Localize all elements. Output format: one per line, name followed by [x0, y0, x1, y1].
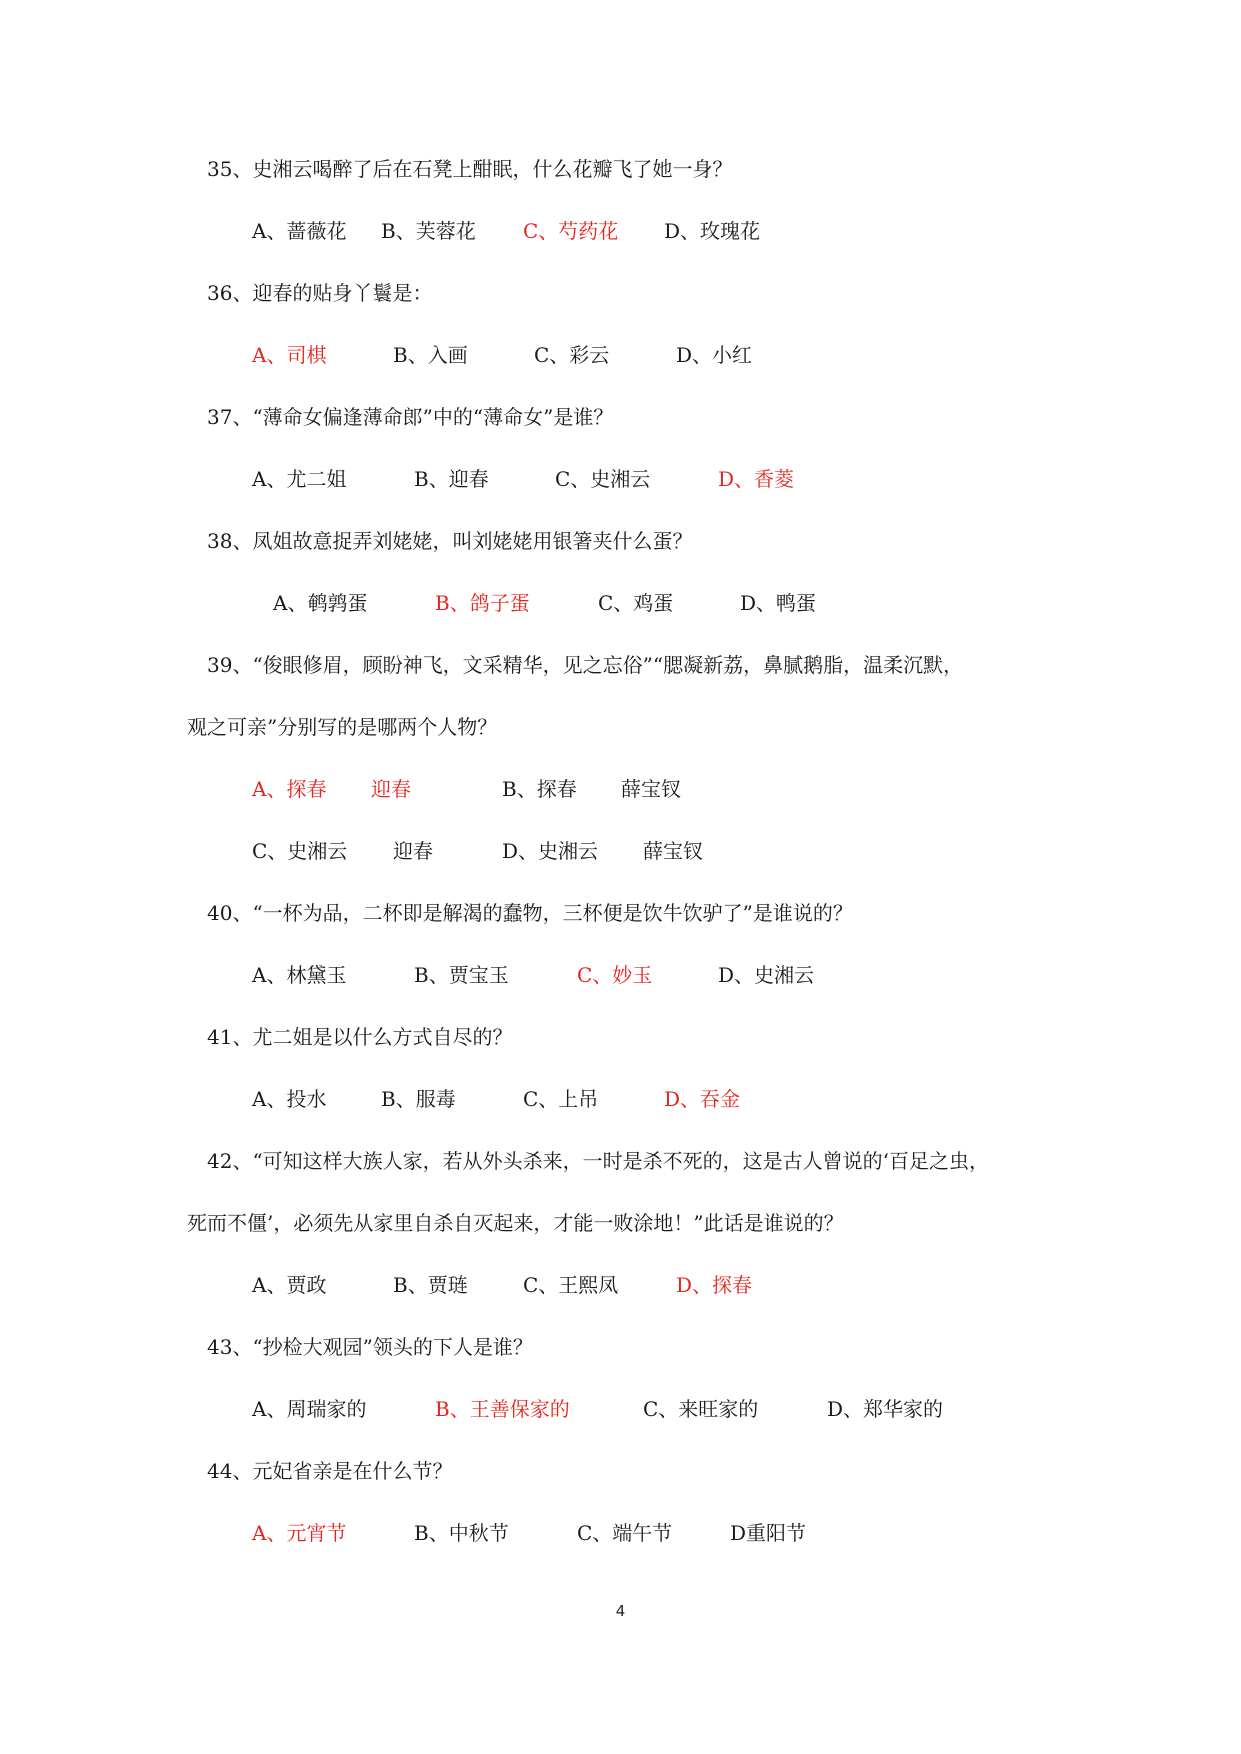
option-b: B、服毒 [381, 1087, 456, 1111]
option-a-correct: A、司棋 [252, 343, 327, 367]
option-a: A、周瑞家的 [252, 1397, 367, 1421]
question-40-text: 40、“一杯为品，二杯即是解渴的蠢物，三杯便是饮牛饮驴了”是谁说的？ [207, 901, 853, 925]
option-a-correct: A、探春 [252, 777, 327, 801]
option-b-correct: B、鸽子蛋 [435, 591, 530, 615]
option-c-correct: C、妙玉 [577, 963, 653, 987]
option-d-correct: D、吞金 [664, 1087, 741, 1111]
question-44-text: 44、元妃省亲是在什么节？ [207, 1459, 453, 1483]
option-c: C、鸡蛋 [598, 591, 674, 615]
option-a: A、林黛玉 [252, 963, 347, 987]
option-c: C、史湘云 [252, 839, 348, 863]
option-a: A、投水 [252, 1087, 327, 1111]
question-37-text: 37、“薄命女偏逢薄命郎”中的“薄命女”是谁？ [207, 405, 614, 429]
question-38-text: 38、凤姐故意捉弄刘姥姥，叫刘姥姥用银箸夹什么蛋？ [207, 529, 693, 553]
option-d: D、玫瑰花 [664, 219, 761, 243]
option-a-correct: A、元宵节 [252, 1521, 347, 1545]
option-b: B、探春 [502, 777, 577, 801]
option-b: B、中秋节 [414, 1521, 509, 1545]
question-41-text: 41、尤二姐是以什么方式自尽的？ [207, 1025, 513, 1049]
option-d-second-name: 薛宝钗 [643, 839, 703, 863]
option-a: A、尤二姐 [252, 467, 347, 491]
option-a-second-name: 迎春 [371, 777, 411, 801]
question-43-text: 43、“抄检大观园”领头的下人是谁？ [207, 1335, 533, 1359]
option-a: A、蔷薇花 [252, 219, 347, 243]
option-c: C、上吊 [523, 1087, 599, 1111]
option-c: C、端午节 [577, 1521, 673, 1545]
option-d: D、小红 [676, 343, 753, 367]
option-d: D、史湘云 [502, 839, 599, 863]
option-b-correct: B、王善保家的 [435, 1397, 570, 1421]
option-d: D、鸭蛋 [740, 591, 817, 615]
option-c-correct: C、芍药花 [523, 219, 619, 243]
option-b: B、迎春 [414, 467, 489, 491]
option-c: C、彩云 [534, 343, 610, 367]
question-35-text: 35、史湘云喝醉了后在石凳上酣眠，什么花瓣飞了她一身？ [207, 157, 733, 181]
option-a: A、鹌鹑蛋 [273, 591, 368, 615]
option-b: B、贾宝玉 [414, 963, 509, 987]
question-36-text: 36、迎春的贴身丫鬟是： [207, 281, 433, 305]
option-c: C、来旺家的 [643, 1397, 759, 1421]
option-b-second-name: 薛宝钗 [621, 777, 681, 801]
question-42-text: 42、“可知这样大族人家，若从外头杀来，一时是杀不死的，这是古人曾说的‘百足之虫， [207, 1149, 990, 1173]
page-number: 4 [615, 1602, 626, 1620]
option-c: C、史湘云 [555, 467, 651, 491]
option-b: B、芙蓉花 [381, 219, 476, 243]
question-39-text: 39、“俊眼修眉，顾盼神飞，文采精华，见之忘俗”“腮凝新荔，鼻腻鹅脂，温柔沉默， [207, 653, 964, 677]
question-39-text-continued: 观之可亲”分别写的是哪两个人物？ [187, 715, 498, 739]
option-d-correct: D、探春 [676, 1273, 753, 1297]
question-42-text-continued: 死而不僵’，必须先从家里自杀自灭起来，才能一败涂地！”此话是谁说的？ [187, 1211, 844, 1235]
option-c-second-name: 迎春 [393, 839, 433, 863]
option-b: B、入画 [393, 343, 468, 367]
option-d: D重阳节 [730, 1521, 807, 1545]
option-a: A、贾政 [252, 1273, 327, 1297]
option-d: D、史湘云 [718, 963, 815, 987]
option-c: C、王熙凤 [523, 1273, 619, 1297]
option-d: D、郑华家的 [827, 1397, 944, 1421]
option-d-correct: D、香菱 [718, 467, 795, 491]
option-b: B、贾琏 [393, 1273, 468, 1297]
